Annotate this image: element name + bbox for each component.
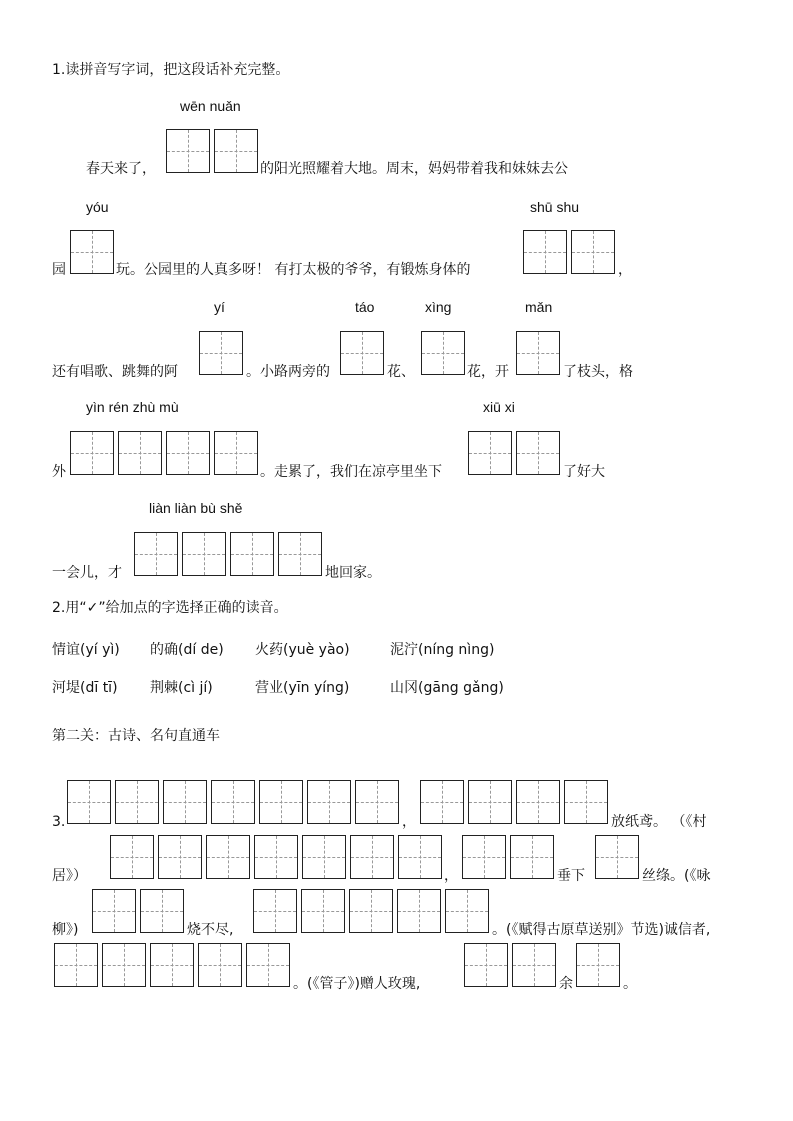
answer-box[interactable] (576, 943, 620, 987)
answer-box[interactable] (206, 835, 250, 879)
q2-item[interactable]: 荆棘(cì jí) (150, 680, 213, 696)
q3-comma: ， (444, 868, 458, 884)
answer-box[interactable] (134, 532, 178, 576)
answer-box[interactable] (512, 943, 556, 987)
q3-t10: 。 (623, 976, 637, 992)
answer-box[interactable] (464, 943, 508, 987)
answer-box[interactable] (70, 431, 114, 475)
answer-box[interactable] (462, 835, 506, 879)
answer-box[interactable] (259, 780, 303, 824)
pinyin-tao: táo (355, 299, 375, 315)
answer-box[interactable] (253, 889, 297, 933)
q1-line3-post: 了枝头，格 (563, 364, 633, 380)
answer-box[interactable] (564, 780, 608, 824)
answer-box[interactable] (115, 780, 159, 824)
answer-box[interactable] (516, 431, 560, 475)
q1-line3-mid1: 。小路两旁的 (246, 364, 330, 380)
answer-box[interactable] (214, 431, 258, 475)
answer-box[interactable] (307, 780, 351, 824)
answer-box[interactable] (445, 889, 489, 933)
answer-box[interactable] (70, 230, 114, 274)
answer-box[interactable] (166, 129, 210, 173)
q2-item[interactable]: 山冈(gāng gǎng) (390, 680, 504, 696)
answer-box[interactable] (230, 532, 274, 576)
answer-box[interactable] (140, 889, 184, 933)
answer-box[interactable] (571, 230, 615, 274)
answer-box[interactable] (355, 780, 399, 824)
pinyin-you: yóu (86, 199, 109, 215)
q1-line4-mid: 。走累了，我们在凉亭里坐下 (260, 464, 442, 480)
answer-box[interactable] (254, 835, 298, 879)
answer-box[interactable] (182, 532, 226, 576)
section2-title: 第二关：古诗、名句直通车 (52, 728, 220, 744)
answer-box[interactable] (246, 943, 290, 987)
q1-line2-mid: 玩。公园里的人真多呀！ 有打太极的爷爷，有锻炼身体的 (116, 262, 471, 278)
q1-line1-post: 的阳光照耀着大地。周末，妈妈带着我和妹妹去公 (260, 161, 568, 177)
answer-box[interactable] (166, 431, 210, 475)
q3-comma: ， (402, 814, 416, 830)
answer-box[interactable] (118, 431, 162, 475)
answer-box[interactable] (92, 889, 136, 933)
answer-box[interactable] (510, 835, 554, 879)
pinyin-man: mǎn (525, 299, 553, 315)
q1-line5-pre: 一会儿，才 (52, 565, 122, 581)
pinyin-lianlianbushe: liàn liàn bù shě (149, 500, 243, 516)
pinyin-xiuxi: xiū xi (483, 399, 515, 415)
answer-box[interactable] (163, 780, 207, 824)
answer-box[interactable] (301, 889, 345, 933)
answer-box[interactable] (211, 780, 255, 824)
pinyin-shushu: shū shu (530, 199, 580, 215)
answer-box[interactable] (199, 331, 243, 375)
q3-num: 3. (52, 814, 66, 830)
answer-box[interactable] (397, 889, 441, 933)
q3-t4: 丝绦。(《咏 (642, 868, 711, 884)
q3-t8: 。(《管子》)赠人玫瑰, (293, 976, 421, 992)
answer-box[interactable] (278, 532, 322, 576)
answer-box[interactable] (421, 331, 465, 375)
q2-item[interactable]: 情谊(yí yì) (52, 642, 120, 658)
answer-box[interactable] (516, 331, 560, 375)
answer-box[interactable] (516, 780, 560, 824)
answer-box[interactable] (54, 943, 98, 987)
q3-t1: 放纸鸢。 （《村 (611, 814, 707, 830)
answer-box[interactable] (340, 331, 384, 375)
answer-box[interactable] (198, 943, 242, 987)
answer-box[interactable] (67, 780, 111, 824)
answer-box[interactable] (420, 780, 464, 824)
pinyin-yi: yí (214, 299, 225, 315)
answer-box[interactable] (302, 835, 346, 879)
q3-t9: 余 (559, 976, 573, 992)
q3-t7: 。(《赋得古原草送别》节选)诚信者, (492, 922, 711, 938)
answer-box[interactable] (110, 835, 154, 879)
q3-t2: 居》） (52, 868, 87, 884)
answer-box[interactable] (349, 889, 393, 933)
pinyin-wennuan: wēn nuǎn (180, 98, 241, 114)
answer-box[interactable] (150, 943, 194, 987)
answer-box[interactable] (468, 780, 512, 824)
answer-box[interactable] (468, 431, 512, 475)
q1-line3-mid2: 花、 (387, 364, 415, 380)
answer-box[interactable] (523, 230, 567, 274)
q2-item[interactable]: 河堤(dī tī) (52, 680, 118, 696)
q1-line3-pre: 还有唱歌、跳舞的阿 (52, 364, 178, 380)
answer-box[interactable] (398, 835, 442, 879)
q3-t6: 烧不尽, (187, 922, 234, 938)
q3-t3: 垂下 (557, 868, 585, 884)
q2-title: 2.用“✓”给加点的字选择正确的读音。 (52, 600, 288, 616)
q1-line4-post: 了好大 (563, 464, 605, 480)
answer-box[interactable] (350, 835, 394, 879)
answer-box[interactable] (595, 835, 639, 879)
q3-t5: 柳》) (52, 922, 79, 938)
q2-item[interactable]: 泥泞(níng nìng) (390, 642, 495, 658)
answer-box[interactable] (214, 129, 258, 173)
pinyin-xing: xìng (425, 299, 452, 315)
q1-line3-mid3: 花，开 (467, 364, 509, 380)
q1-line4-pre: 外 (52, 464, 66, 480)
q1-line1-pre: 春天来了， (86, 161, 156, 177)
answer-box[interactable] (158, 835, 202, 879)
q1-line5-post: 地回家。 (325, 565, 381, 581)
pinyin-yinrenzhumu: yìn rén zhù mù (86, 399, 179, 415)
q2-item[interactable]: 的确(dí de) (150, 642, 224, 658)
q2-item[interactable]: 营业(yīn yíng) (255, 680, 350, 696)
q1-line2-post: ， (618, 262, 632, 278)
q2-item[interactable]: 火药(yuè yào) (255, 642, 350, 658)
answer-box[interactable] (102, 943, 146, 987)
q1-line2-pre: 园 (52, 262, 66, 278)
q1-title: 1.读拼音写字词，把这段话补充完整。 (52, 62, 290, 78)
